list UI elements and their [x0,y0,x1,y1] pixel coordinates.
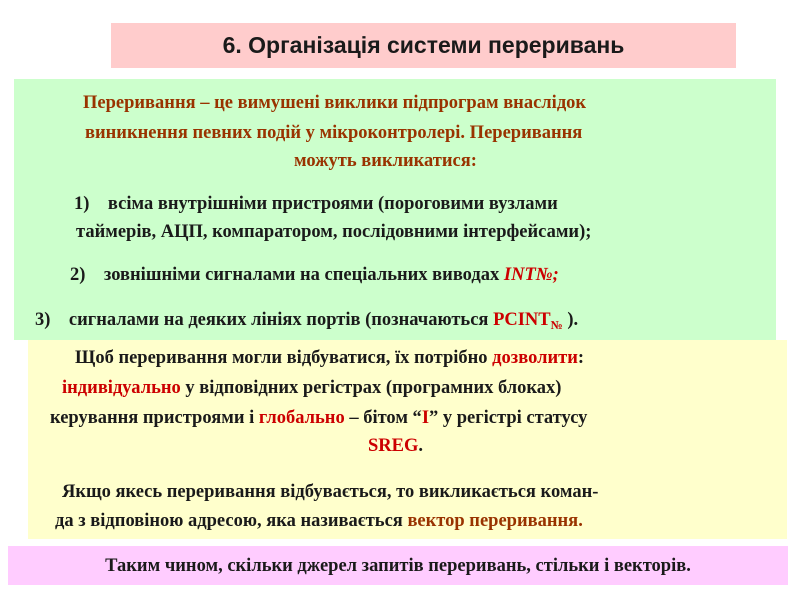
enable-line-1-highlight: дозволити [492,348,578,368]
definition-line-1 [83,92,586,114]
enable-line-1-b: : [577,348,585,368]
enable-line-3-b: – бітом “ [344,408,422,428]
enable-line-2-b: у відповідних регістрах (програмних блоках) [180,378,562,398]
definition-line-3: можуть викликатися: [294,151,477,171]
conclusion-panel [8,546,788,585]
list-item-3 [35,309,578,336]
list-item-2-number: 2) [70,265,86,285]
list-item-2 [70,264,559,286]
slide-title-text: 6. Організація системи переривань [222,32,625,58]
enable-line-1 [75,347,584,369]
enable-line-4 [368,435,423,457]
list-item-3-text: сигналами на деяких лініях портів (позначаються [68,310,494,330]
slide-title [111,23,736,68]
enable-line-3-c: ” у регістрі статусу [429,408,588,428]
enable-line-3-a: керування пристроями і [50,408,259,428]
enable-line-2-highlight: індивідуально [62,378,181,398]
vector-line-1: Якщо якесь переривання відбувається, то викликається коман- [62,482,599,502]
list-item-2-text: зовнішніми сигналами на спеціальних виводах [103,265,504,285]
list-item-1-number: 1) [74,194,90,214]
list-item-3-highlight: PCINT [493,310,551,330]
list-item-3-tail: ). [562,310,579,330]
enable-line-3-highlight: глобально [258,408,345,428]
definition-line-1-rest: – це вимушені виклики підпрограм внаслідок [195,93,587,113]
vector-line-2-highlight: вектор переривання. [407,511,583,531]
enable-line-3 [50,407,587,429]
list-item-2-highlight: INT№; [503,265,559,285]
definition-term: Переривання [83,93,196,113]
list-item-3-subscript: № [550,318,563,332]
vector-line-2 [55,510,583,532]
enable-line-4-highlight: SREG [368,436,419,456]
list-item-1 [74,193,558,215]
list-item-1-line-1: всіма внутрішніми пристроями (пороговими вузлами [107,194,558,214]
enable-line-3-bit: І [421,408,430,428]
vector-line-2-a: да з відповіною адресою, яка називається [55,511,408,531]
list-item-1-line-2: таймерів, АЦП, компаратором, послідовними інтерфейсами); [76,222,592,242]
enable-line-1-a: Щоб переривання могли відбуватися, їх потрібно [75,348,493,368]
definition-line-2: виникнення певних подій у мікроконтролері. Переривання [85,123,583,143]
enable-line-2 [62,377,561,399]
list-item-3-number: 3) [35,310,51,330]
conclusion-text: Таким чином, скільки джерел запитів переривань, стільки і векторів. [105,555,691,576]
enable-line-4-b: . [418,436,424,456]
